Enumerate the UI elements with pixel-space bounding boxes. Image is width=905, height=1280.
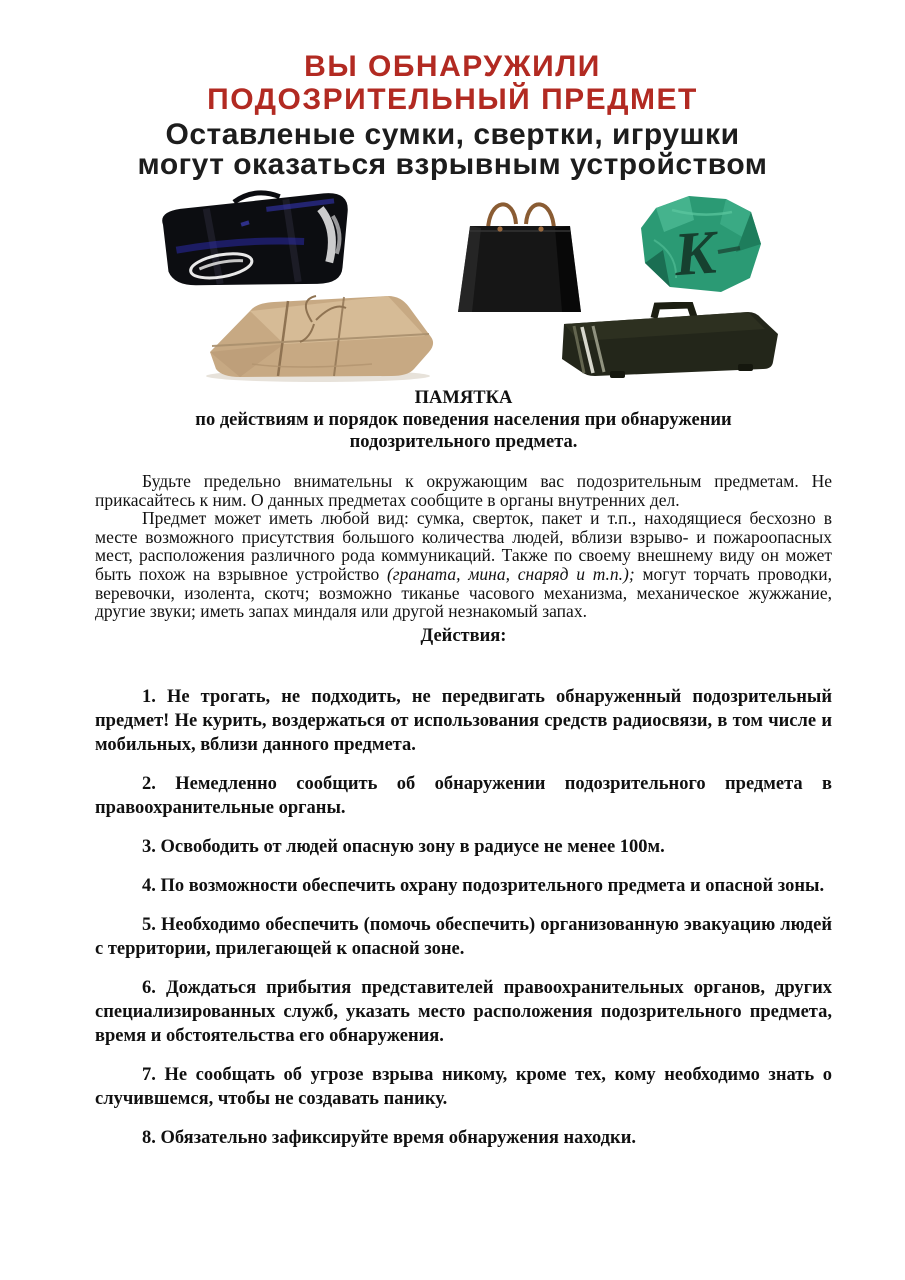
action-item-1: 1. Не трогать, не подходить, не передвигать обнаруженный подозрительный предмет! Не курить, воздержаться от использования средств радиосвязи, в том числе и мобильных, вблизи данного предмета. <box>95 686 832 755</box>
action-item-7: 7. Не сообщать об угрозе взрыва никому, кроме тех, кому необходимо знать о случившемся, чтобы не создавать панику. <box>95 1064 832 1109</box>
memo-body <box>0 387 905 1150</box>
action-item-8: 8. Обязательно зафиксируйте время обнаружения находки. <box>142 1127 636 1148</box>
memo-heading-line3: подозрительного предмета. <box>349 432 578 452</box>
suspicious-items-collage <box>0 182 905 380</box>
poster-subtitle <box>0 120 905 180</box>
dark-case-image <box>552 302 790 382</box>
green-plastic-bag-image <box>632 190 770 302</box>
sports-duffel-bag-image <box>146 184 366 298</box>
description-part1: Предмет может иметь любой вид: сумка, сверток, пакет и т.п., находящиеся бесхозно в месте возможного присутствия большого количества людей, вблизи взрыво- и пожароопасных мест, расположения различного рода коммуникаций. Также по своему внешнему виду он может быть похож на взрывное устройство <box>95 508 832 584</box>
poster-subtitle-line2: могут оказаться взрывным устройством <box>137 148 768 181</box>
description-italic-examples: (граната, мина, снаряд и т.п.); <box>386 563 635 584</box>
poster-title-line1: ВЫ ОБНАРУЖИЛИ <box>304 50 601 83</box>
black-paper-bag-image <box>448 188 592 320</box>
intro-paragraph: Будьте предельно внимательны к окружающим вас подозрительным предметам. Не прикасайтесь к ним. О данных предметах сообщите в органы внутренних дел. <box>95 471 832 510</box>
poster-title <box>0 50 905 116</box>
action-item-6: 6. Дождаться прибытия представителей правоохранительных органов, других специализированных служб, указать место расположения подозрительного предмета, время и обстоятельства его обнаружения. <box>95 977 832 1046</box>
description-part2: могут торчать проводки, веревочки, изолента, скотч; возможно тиканье часового механизма, механическое жужжание, другие звуки; иметь запах миндаля или другой незнакомый запах. <box>95 563 832 622</box>
warning-poster <box>0 0 905 380</box>
memo-heading <box>95 387 832 453</box>
poster-title-line2: ПОДОЗРИТЕЛЬНЫЙ ПРЕДМЕТ <box>207 83 698 116</box>
paper-parcel-image <box>192 284 444 384</box>
memo-heading-line2: по действиям и порядок поведения населения при обнаружении <box>195 410 732 430</box>
action-item-4: 4. По возможности обеспечить охрану подозрительного предмета и опасной зоны. <box>142 875 825 896</box>
poster-subtitle-line1: Оставленые сумки, свертки, игрушки <box>165 118 740 151</box>
actions-heading: Действия: <box>420 625 507 646</box>
green-bag-letter: K <box>671 218 718 290</box>
memo-heading-title: ПАМЯТКА <box>414 388 513 408</box>
description-paragraph <box>95 509 832 621</box>
action-item-3: 3. Освободить от людей опасную зону в радиусе не менее 100м. <box>142 836 665 857</box>
action-item-2: 2. Немедленно сообщить об обнаружении подозрительного предмета в правоохранительные органы. <box>95 773 832 818</box>
action-item-5: 5. Необходимо обеспечить (помочь обеспечить) организованную эвакуацию людей с территории, прилегающей к опасной зоне. <box>95 914 832 959</box>
